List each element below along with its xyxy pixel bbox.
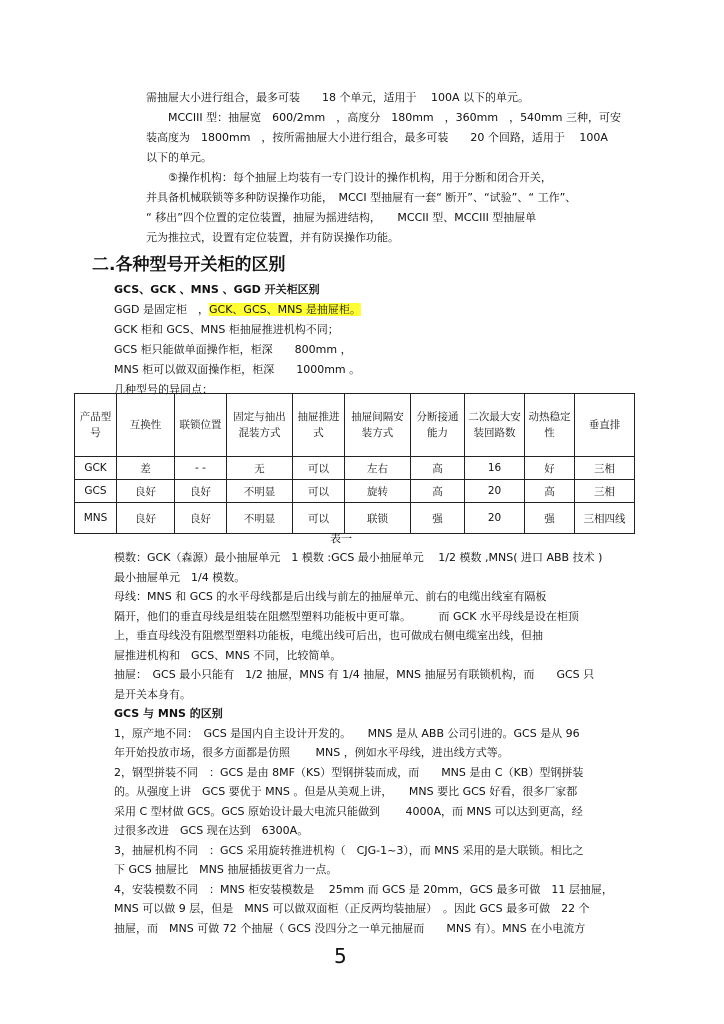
body-line: MNS 可以做 9 层，但是 MNS 可以做双面柜（正反两均装抽屉） 。因此 GCS 最多可做 22 个 <box>114 902 590 915</box>
table-header-cell: 二次最大安装回路数 <box>465 394 525 457</box>
body-line: 的。从强度上讲 GCS 要优于 MNS 。但是从美观上讲， MNS 要比 GCS 好看，很多厂家都 <box>114 785 578 798</box>
section-intro-line5: MNS 柜可以做双面操作柜，柜深 1000mm 。 <box>114 363 361 376</box>
body-line: 母线：MNS 和 GCS 的水平母线都是后出线与前左的抽屉单元、前右的电缆出线室有隔板 <box>114 590 547 603</box>
table-header-row <box>75 394 635 457</box>
section-intro-line6: 几种型号的异同点： <box>114 383 213 396</box>
table-cell: GCK <box>75 457 117 480</box>
body-line: 是开关本身有。 <box>114 687 191 701</box>
intro-line: 并具备机械联锁等多种防误操作功能， MCCI 型抽屉有一套“ 断开”、“试验”、“ 工作”、 <box>146 191 577 204</box>
intro-line: “ 移出”四个位置的定位装置，抽屉为摇进结构， MCCII 型、MCCIII 型抽屉单 <box>146 211 537 224</box>
body-line: 屉推进机构和 GCS、MNS 不同，比较简单。 <box>114 648 342 662</box>
section-intro-line2 <box>114 300 361 320</box>
table-header-cell: 抽屉推进式 <box>293 394 345 457</box>
body-line: 采用 C 型材做 GCS。GCS 原始设计最大电流只能做到 4000A，而 MNS 可以达到更高，经 <box>114 804 583 818</box>
table-cell: 高 <box>411 457 465 480</box>
table-header-cell: 产品型号 <box>75 394 117 457</box>
comparison-table <box>74 393 635 534</box>
table-cell: 左右 <box>345 457 411 480</box>
body-line: 最小抽屉单元 1/4 模数。 <box>114 570 246 584</box>
table-cell: 可以 <box>293 457 345 480</box>
table-header-cell: 互换性 <box>117 394 175 457</box>
section-intro-line1: GCS、GCK 、MNS 、GGD 开关柜区别 <box>114 283 320 296</box>
table-cell: GCS <box>75 480 117 503</box>
table-cell: 无 <box>227 457 293 480</box>
table-cell: 高 <box>411 480 465 503</box>
body-line: 隔开，他们的垂直母线是组装在阻燃型塑料功能板中更可靠。 而 GCK 水平母线是设在柜顶 <box>114 609 579 623</box>
body-line: 2，钢型拼装不同 ：GCS 是由 8MF（KS）型钢拼装而成，而 MNS 是由 C（KB）型钢拼装 <box>114 765 584 779</box>
table-row <box>75 503 635 534</box>
body-line: 模数：GCK（森源）最小抽屉单元 1 模数 :GCS 最小抽屉单元 1/2 模数 ,MNS( 进口 ABB 技术 ) <box>114 551 603 564</box>
body-paragraphs <box>114 548 613 938</box>
table-cell: 可以 <box>293 503 345 534</box>
highlighted-text: GCK、GCS、MNS 是抽屉柜。 <box>209 303 361 316</box>
table-header-cell: 垂直排 <box>575 394 635 457</box>
table-cell: 良好 <box>175 503 227 534</box>
table-cell: 三相四线 <box>575 503 635 534</box>
table-row <box>75 480 635 503</box>
body-line: 4，安装模数不同 ：MNS 柜安装模数是 25mm 而 GCS 是 20mm，GCS 最多可做 11 层抽屉， <box>114 882 613 896</box>
table-cell: 强 <box>525 503 575 534</box>
table-header-cell: 分断接通能力 <box>411 394 465 457</box>
section-intro-line2-pre: GGD 是固定柜 ， <box>114 303 210 316</box>
table-cell: 三相 <box>575 480 635 503</box>
section-intro-line4: GCS 柜只能做单面操作柜，柜深 800mm ， <box>114 343 352 356</box>
body-line: 1，原产地不同： GCS 是国内自主设计开发的。 MNS 是从 ABB 公司引进的。GCS 是从 96 <box>114 726 580 740</box>
table-cell: 良好 <box>117 480 175 503</box>
body-line: 抽屉，而 MNS 可做 72 个抽屉（ GCS 没四分之一单元抽屉而 MNS 有）。MNS 在小电流方 <box>114 921 586 935</box>
table-cell: 强 <box>411 503 465 534</box>
intro-line: 需抽屉大小进行组合，最多可装 18 个单元，适用于 100A 以下的单元。 <box>146 91 530 104</box>
table-caption: 表一 <box>330 532 352 545</box>
table-cell: 20 <box>465 503 525 534</box>
table-cell: 可以 <box>293 480 345 503</box>
table-cell: 16 <box>465 457 525 480</box>
body-line: 3，抽屉机构不同 ：GCS 采用旋转推进机构（ CJG-1~3），而 MNS 采用的是大联锁。相比之 <box>114 843 584 857</box>
table-cell: 良好 <box>175 480 227 503</box>
table-header-cell: 抽屉间隔安装方式 <box>345 394 411 457</box>
table-cell: 高 <box>525 480 575 503</box>
body-line: 抽屉： GCS 最小只能有 1/2 抽屉，MNS 有 1/4 抽屉，MNS 抽屉另有联锁机构，而 GCS 只 <box>114 668 595 681</box>
table-header-cell: 动热稳定性 <box>525 394 575 457</box>
body-line: 下 GCS 抽屉比 MNS 抽屉插拔更省力一点。 <box>114 863 338 876</box>
table-header-cell: 固定与抽出混装方式 <box>227 394 293 457</box>
table-cell: 旋转 <box>345 480 411 503</box>
body-line: 上，垂直母线没有阻燃型塑料功能板，电缆出线可后出，也可做成右侧电缆室出线，但抽 <box>114 629 543 642</box>
intro-line: ⑤操作机构：每个抽屉上均装有一专门设计的操作机构，用于分断和闭合开关， <box>146 171 552 184</box>
body-subheading: GCS 与 MNS 的区别 <box>114 707 223 720</box>
table-cell: 不明显 <box>227 480 293 503</box>
intro-line: 以下的单元。 <box>146 151 212 164</box>
table-cell: 不明显 <box>227 503 293 534</box>
table-cell: 良好 <box>117 503 175 534</box>
table-cell: 20 <box>465 480 525 503</box>
intro-line: 装高度为 1800mm ，按所需抽屉大小进行组合，最多可装 20 个回路，适用于 100A <box>146 131 608 144</box>
section-intro <box>114 280 361 400</box>
table-cell: 联锁 <box>345 503 411 534</box>
body-line: 年开始投放市场，很多方面都是仿照 MNS ，例如水平母线，进出线方式等。 <box>114 746 509 759</box>
intro-paragraph <box>146 88 621 248</box>
section-title: 二.各种型号开关柜的区别 <box>92 255 286 275</box>
table-cell: MNS <box>75 503 117 534</box>
page-number: 5 <box>334 944 347 968</box>
table-cell: 好 <box>525 457 575 480</box>
table-cell: - - <box>175 457 227 480</box>
intro-line: MCCIII 型：抽屉宽 600/2mm ，高度分 180mm ，360mm ，540mm 三种，可安 <box>146 111 621 124</box>
body-line: 过很多改进 GCS 现在达到 6300A。 <box>114 824 309 837</box>
table-row <box>75 457 635 480</box>
table-header-cell: 联锁位置 <box>175 394 227 457</box>
section-intro-line3: GCK 柜和 GCS、MNS 柜抽屉推进机构不同； <box>114 323 339 336</box>
table-cell: 三相 <box>575 457 635 480</box>
table-cell: 差 <box>117 457 175 480</box>
intro-line: 元为推拉式，设置有定位装置，并有防误操作功能。 <box>146 231 399 244</box>
